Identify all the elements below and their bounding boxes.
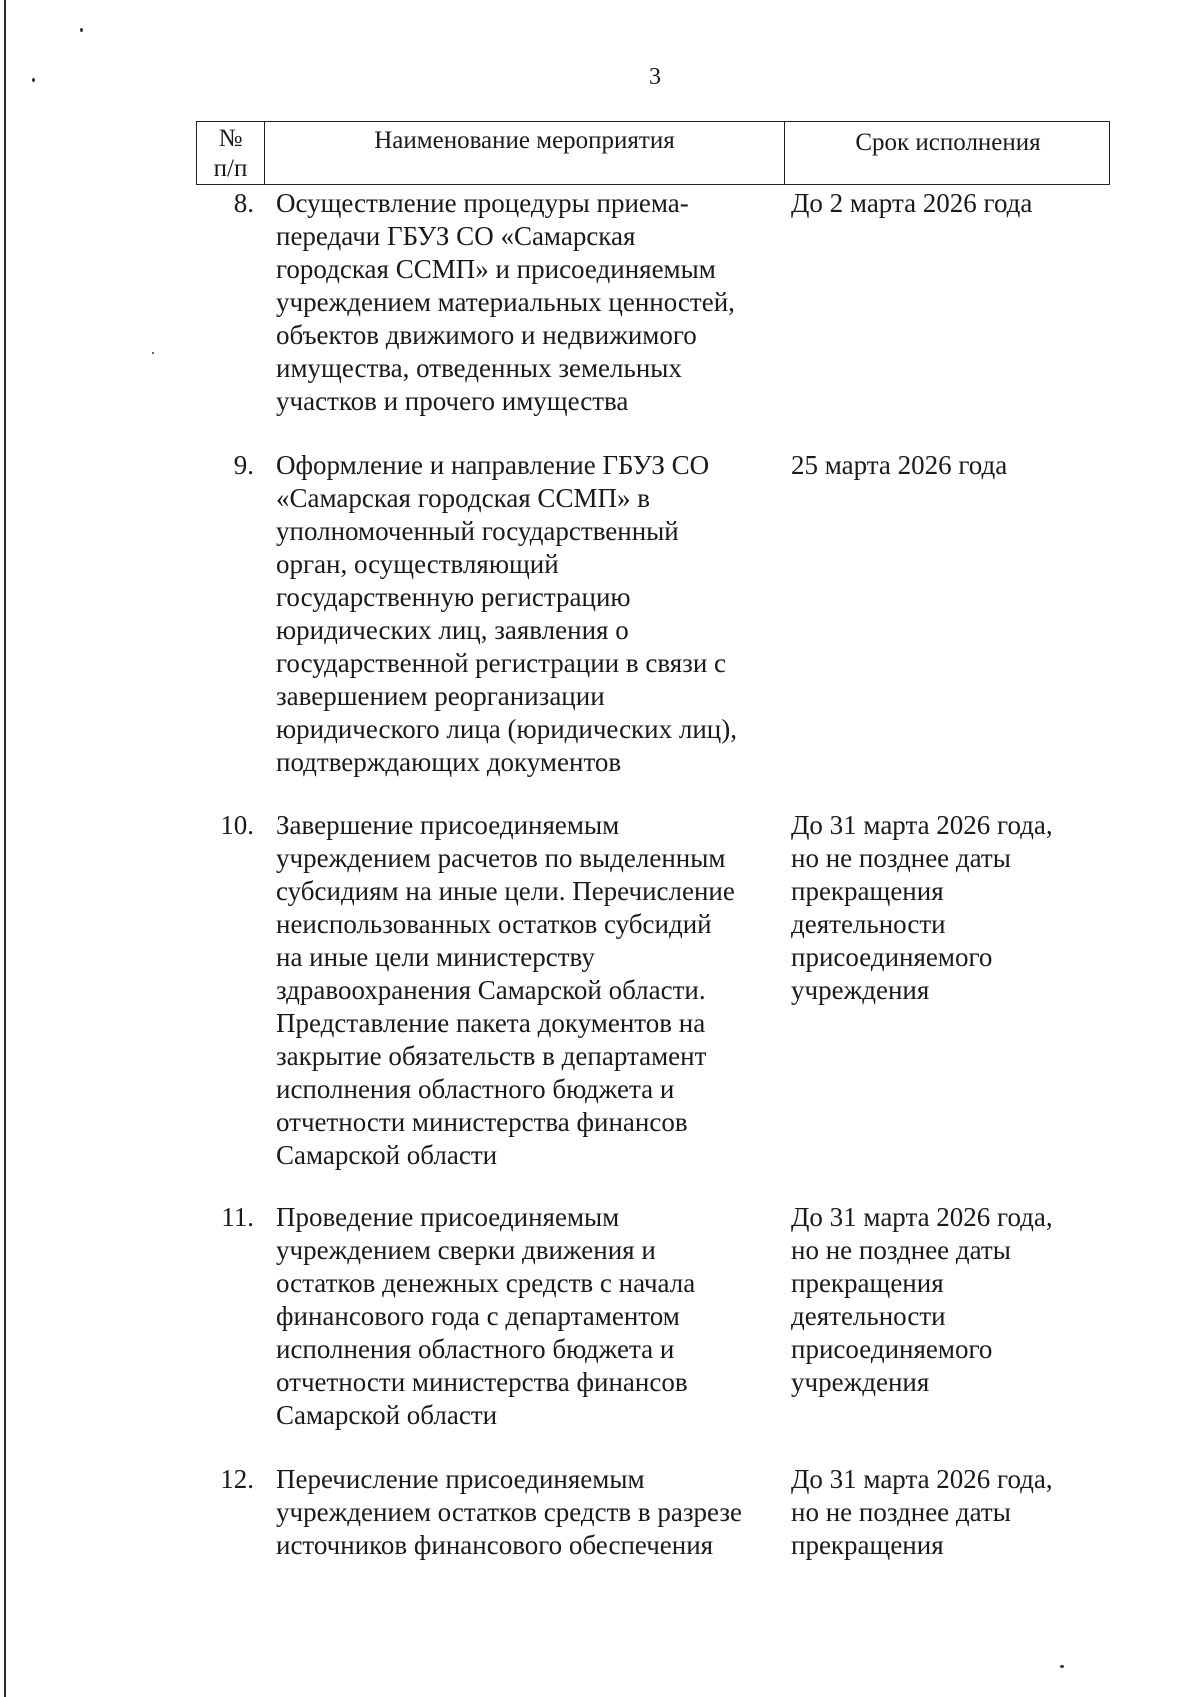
header-number-abbrev: п/п [213,155,248,182]
scan-border-line [4,0,6,1697]
scan-speck [152,352,154,354]
header-number-column [197,122,265,184]
row-number: 11. [221,1202,254,1232]
page-number: 3 [649,64,661,90]
row-deadline: До 31 марта 2026 года, но не позднее даты прекращения деятельности присоединяемого учреждения [791,1202,1053,1397]
row-deadline: До 31 марта 2026 года, но не позднее даты прекращения [791,1464,1053,1560]
scan-speck [80,28,83,32]
header-name-column: Наименование мероприятия [265,122,785,184]
row-number: 8. [233,188,254,218]
row-activity-name: Проведение присоединяемым учреждением сверки движения и остатков денежных средств с начала финансового года с департаментом исполнения областного бюджета и отчетности министерства финансов Самарской области [276,1202,696,1430]
row-activity-name: Осуществление процедуры приема- передачи ГБУЗ СО «Самарская городская ССМП» и присоединяемым учреждением материальных ценностей, объектов движимого и недвижимого имущества, отведенных земельных участков и прочего имущества [276,188,735,416]
row-deadline: 25 марта 2026 года [791,450,1008,480]
table-header [196,121,1110,185]
row-number: 10. [220,810,254,840]
row-activity-name: Завершение присоединяемым учреждением расчетов по выделенным субсидиям на иные цели. Перечисление неиспользованных остатков субсидий на иные цели министерству здравоохранения Самарской области. Представление пакета документов на закрытие обязательств в департамент исполнения областного бюджета и отчетности министерства финансов Самарской области [276,810,735,1170]
scan-speck [1060,1665,1064,1668]
row-deadline: До 31 марта 2026 года, но не позднее даты прекращения деятельности присоединяемого учреждения [791,810,1053,1005]
header-term-column: Срок исполнения [855,129,1041,156]
header-number-symbol: № [218,125,243,152]
row-deadline: До 2 марта 2026 года [791,188,1033,218]
row-number: 12. [220,1464,254,1494]
row-activity-name: Оформление и направление ГБУЗ СО «Самарская городская ССМП» в уполномоченный государственный орган, осуществляющий государственную регистрацию юридических лиц, заявления о государственной регистрации в связи с завершением реорганизации юридического лица (юридических лиц), подтверждающих документов [276,450,737,777]
row-activity-name: Перечисление присоединяемым учреждением остатков средств в разрезе источников финансового обеспечения [276,1464,743,1560]
row-number: 9. [233,450,254,480]
